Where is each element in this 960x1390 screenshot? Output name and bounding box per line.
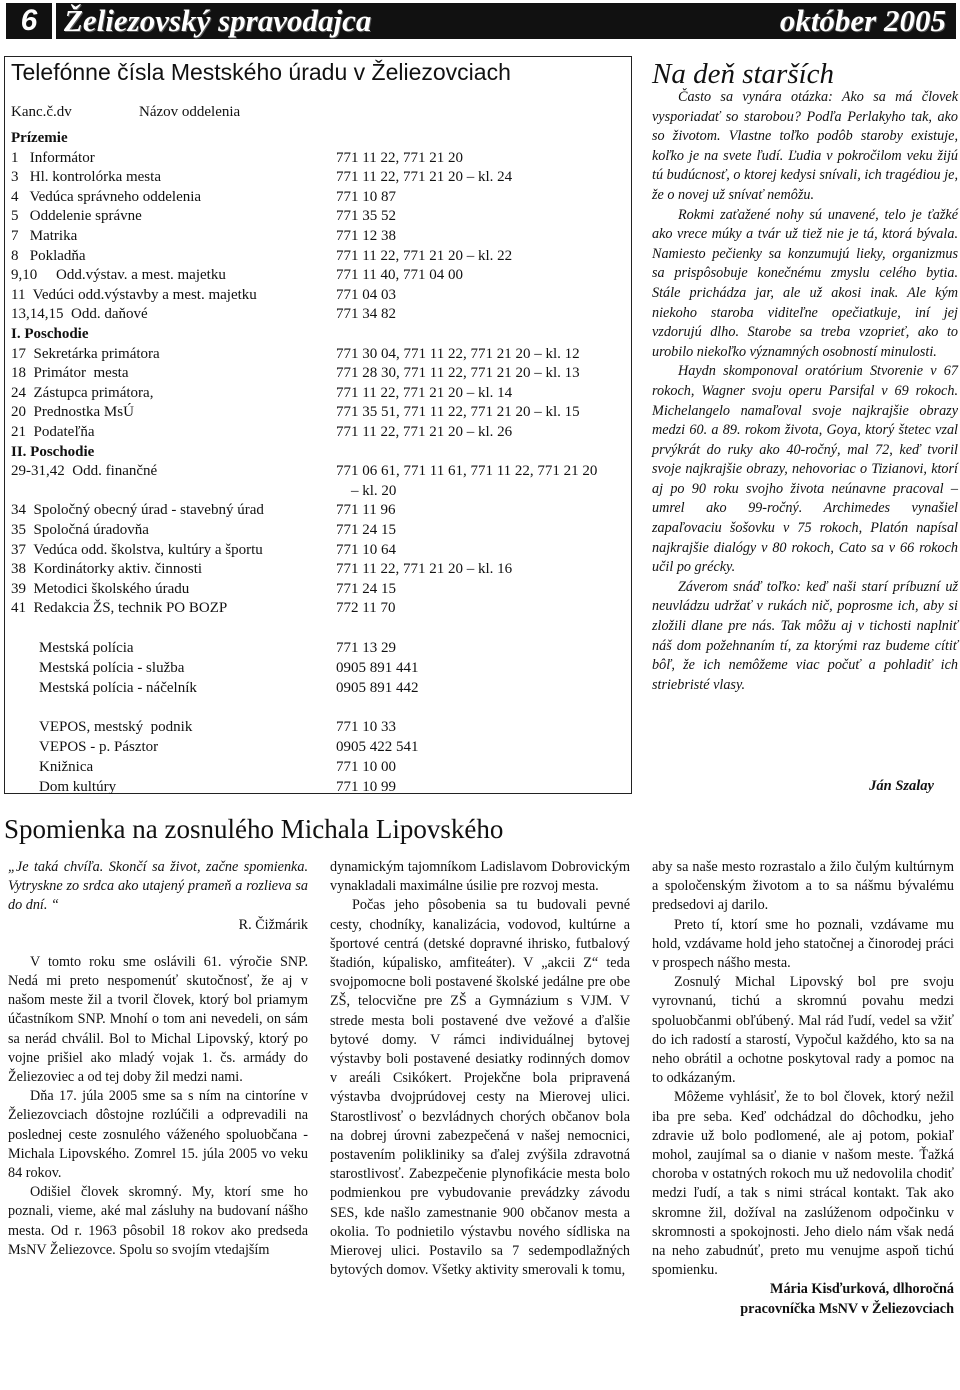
- newspaper-title: Želiezovský spravodajca: [64, 3, 372, 38]
- phone-row-number: 771 10 87: [336, 188, 396, 205]
- phone-directory-box: [4, 56, 632, 794]
- poem-author: R. Čižmárik: [238, 916, 308, 933]
- memorial-paragraph: Dňa 17. júla 2005 sme sa s ním na cintoríne v Želiezovciach dôstojne rozlúčili a odprevadili na poslednej ceste zosnulého váženého spoluobčana - Michala Lipovského. Zomrel 15. júla 2005 vo veku 84 rokov.: [8, 1088, 308, 1182]
- phone-row: [11, 265, 626, 285]
- phone-directory-title: Telefónne čísla Mestského úradu v Želiezovciach: [11, 59, 511, 85]
- phone-row-label: Mestská polícia: [39, 640, 134, 656]
- phone-row-number: 771 24 15: [336, 522, 396, 538]
- phone-row-number: 771 11 22, 771 21 20 – kl. 24: [336, 169, 513, 186]
- sidebar-author: Ján Szalay: [869, 778, 934, 794]
- phone-row-label: 11 Vedúci odd.výstavby a mest. majetku: [11, 286, 257, 303]
- phone-row: [11, 559, 626, 579]
- phone-row: [11, 304, 626, 324]
- sidebar-paragraph: Rokmi zaťažené nohy sú unavené, telo je ťažké ako vrece múky a tvár už tiež nie je tá, ktorá bývala. Namiesto pečienky sa konzumujú lieky, organizmus sa prispôsobuje konečnému zmyslu celého bytia. Stále prichádza jar, ale už akosi inak. Ale kým niekoho staroba viditeľne opečiatkuje, iní jej vzdorujú dlho. Starobe sa treba vzoprieť, ako to urobilo niekoľko významných osobností minulosti.: [652, 206, 958, 360]
- phone-row-label: Knižnica: [39, 759, 94, 775]
- memorial-poem: „Je taká chvíľa. Skončí sa život, začne spomienka. Vytryskne zo srdca ako utajený prameň a rozlieva sa do dní. “: [8, 859, 308, 914]
- page-number: 6: [6, 3, 52, 39]
- phone-row-number: 771 28 30, 771 11 22, 771 21 20 – kl. 13: [336, 365, 580, 382]
- phone-section-heading: [11, 324, 626, 344]
- phone-row-label: 18 Primátor mesta: [11, 365, 129, 382]
- masthead-bar: [56, 3, 956, 39]
- memorial-paragraph: Odišiel človek skromný. My, ktorí sme ho poznali, vieme, aké mal zásluhy na budovaní nášho mesta. Od r. 1963 pôsobil 18 rokov ako predseda MsNV Želiezovce. Spolu so svojím vtedajším: [8, 1184, 308, 1258]
- phone-row: [11, 520, 626, 540]
- phone-row-label: 21 Podateľňa: [11, 424, 95, 440]
- phone-row: [11, 344, 626, 364]
- header-office-number: Kanc.č.dv: [11, 104, 72, 120]
- phone-row-label: 1 Informátor: [11, 149, 95, 166]
- memorial-paragraph: aby sa naše mesto rozrastalo a žilo čulým kultúrnym a spoločenským životom a to sa nášmu bývalému predsedovi aj darilo.: [652, 859, 954, 914]
- phone-row: [11, 206, 626, 226]
- phone-row: [11, 540, 626, 560]
- phone-row-label: 20 Prednostka MsÚ: [11, 404, 134, 421]
- phone-row: [11, 658, 626, 678]
- phone-row-number: 771 11 22, 771 21 20 – kl. 16: [336, 561, 513, 578]
- phone-row-number: – kl. 20: [336, 482, 397, 499]
- phone-row: [11, 461, 626, 481]
- sidebar-title: Na deň starších: [652, 58, 835, 90]
- phone-row-label: 41 Redakcia ŽS, technik PO BOZP: [11, 600, 228, 617]
- phone-row-number: 771 35 51, 771 11 22, 771 21 20 – kl. 15: [336, 404, 580, 421]
- phone-row: [11, 500, 626, 520]
- masthead: [0, 0, 960, 42]
- phone-row-label: Mestská polícia - služba: [39, 660, 185, 676]
- phone-section-heading: [11, 442, 626, 462]
- phone-row: [11, 717, 626, 737]
- phone-row: [11, 402, 626, 422]
- phone-row-label: 38 Kordinátorky aktiv. činnosti: [11, 561, 203, 578]
- sidebar-paragraph: Haydn skomponoval oratórium Stvorenie v 67 rokoch, Wagner svoju operu Parsifal v 69 rokoch. Michelangelo namaľoval svoje najkrajšie obrazy medzi 60. a 89. rokom života, Goya, ktorý štetec vzal prvýkrát do ruky ako 40-ročný, mal 72, keď tvoril svoje najkrajšie obrazy, nehovoriac o Tizianovi, ktorí aj po 90 roku svojho života neúnavne pracoval – umrel ako 99-ročný. Archimedes vynašiel zapaľovaciu šošovku v 75 rokoch, Platón napísal najkrajšie dialógy v 80 rokoch, Cato sa v 66 rokoch učil po grécky.: [652, 363, 958, 576]
- phone-row-label: 34 Spoločný obecný úrad - stavebný úrad: [11, 502, 264, 519]
- phone-row-number: 771 04 03: [336, 286, 396, 303]
- phone-row-number: 771 10 99: [336, 779, 396, 795]
- memorial-paragraph: Počas jeho pôsobenia sa tu budovali pevné cesty, chodníky, kanalizácia, vodovod, kultúrne a športové centrá (detské dopravné ihrisko, futbalový štadión, kúpalisko, amfiteáter). V „akcii Z“ teda svojpomocne boli postavené školské jedálne pre obe ZŠ, telocvične pre ZŠ a Gymnázium s VJM. V strede mesta boli postavené dve vežové a ďalšie bytové domy. V rámci individuálnej bytovej výstavby boli postavené desiatky rodinných domov v areáli Csikókert. Projekčne bola pripravená výstavba dvojprúdovej cesty na Mierovej ulici. Starostlivosť o bezvládnych chorých občanov bola na dobrej úrovni zabezpečená v našej nemocnici, postavením polikliniky sa ďalej zvýšila zdravotná starostlivosť. Zabezpečenie plynofikácie mesta bolo podmienkou pre vybudovanie prevádzky závodu SES, kde našlo zamestnanie 900 občanov mesta a okolia. To podnietilo výstavbu nového sídliska na Mierovej ulici. Postavilo sa 7 sedempodlažných bytových domov. Všetky aktivity smerovali k tomu,: [330, 897, 630, 1279]
- phone-row: [11, 777, 626, 797]
- phone-row-number: 0905 422 541: [336, 739, 419, 755]
- phone-row: [11, 148, 626, 168]
- phone-row: [11, 598, 626, 618]
- phone-row-number: 771 10 33: [336, 719, 396, 735]
- phone-row-label: 5 Oddelenie správne: [11, 208, 142, 225]
- phone-row-label: I. Poschodie: [11, 326, 89, 342]
- phone-row-label: 37 Vedúca odd. školstva, kultúry a športu: [11, 541, 263, 558]
- memorial-paragraph: Môžeme vyhlásiť, že to bol človek, ktorý nežil iba pre seba. Keď odchádzal do dôchodku, jeho zdravie už bolo podlomené, ale aj potom, pokiaľ mohol, zaujímal sa o dianie v našom meste. Ťažká choroba v ostatných rokoch mu už nedovolila chodiť medzi ľudí, a tak s nimi strácal kontakt. Tak ako skromne žil, dožíval na zaslúženom odpočinku v skromnosti a spokojnosti. Jeho dielo nám však nedá na neho zabudnúť, preto mu venujme aspoň tichú spomienku.: [652, 1089, 954, 1279]
- phone-directory-header: [11, 104, 241, 121]
- phone-row-label: 17 Sekretárka primátora: [11, 345, 160, 362]
- phone-row-number: 771 24 15: [336, 580, 396, 597]
- header-department-name: Názov oddelenia: [139, 104, 241, 120]
- phone-row-number: 771 30 04, 771 11 22, 771 21 20 – kl. 12: [336, 345, 580, 362]
- phone-row-number: 771 11 96: [336, 502, 396, 519]
- phone-row-number: 772 11 70: [336, 600, 396, 617]
- phone-row-label: VEPOS, mestský podnik: [39, 719, 193, 735]
- phone-row-number: 771 34 82: [336, 306, 396, 323]
- phone-row-number: 771 12 38: [336, 228, 396, 244]
- phone-row-label: 24 Zástupca primátora,: [11, 384, 154, 401]
- phone-row: [11, 481, 626, 501]
- memorial-signature-role: pracovníčka MsNV v Želiezovciach: [740, 1300, 954, 1317]
- phone-row-label: 9,10 Odd.výstav. a mest. majetku: [11, 267, 226, 284]
- memorial-paragraph: Zosnulý Michal Lipovský bol pre svoju vyrovnanú, tichú a skromnú povahu medzi spoluobčanmi obľúbený. Mal rád ľudí, vedel sa vžiť do ich radostí a starostí, Vypočul každého, kto sa na neho obrátil a ochotne poskytoval rady a pomoc na to odkázaným.: [652, 974, 954, 1087]
- memorial-column-3: [652, 858, 954, 1319]
- sidebar-paragraph: Záverom snáď toľko: keď naši starí príbuzní už neuvládzu udržať v rukách nič, poprosme ich, aby si zložili dlane pre nás. Tak môžu aj v tichosti naplniť náš dom požehnaním tí, za ktorými raz budeme cítiť bôľ, že ich nemôžeme viac počuť a pohladiť ich striebristé vlasy.: [652, 578, 958, 693]
- phone-row-number: 771 11 22, 771 21 20 – kl. 26: [336, 424, 513, 440]
- phone-row-label: 3 Hl. kontrolórka mesta: [11, 169, 161, 186]
- phone-row-number: 771 10 64: [336, 541, 396, 558]
- phone-row-label: Dom kultúry: [39, 779, 117, 795]
- phone-row-label: Mestská polícia - náčelník: [39, 680, 197, 696]
- memorial-column-1: [8, 858, 308, 1260]
- phone-row: [11, 422, 626, 442]
- phone-row-number: 0905 891 442: [336, 680, 419, 696]
- phone-row-label: 7 Matrika: [11, 228, 78, 244]
- memorial-signature-name: Mária Kisďurková, dlhoročná: [770, 1281, 954, 1298]
- phone-row-number: 0905 891 441: [336, 660, 419, 676]
- phone-row-number: 771 11 22, 771 21 20 – kl. 22: [336, 247, 513, 264]
- phone-row-number: 771 13 29: [336, 640, 396, 656]
- phone-row-label: 8 Pokladňa: [11, 247, 86, 264]
- phone-row: [11, 737, 626, 757]
- issue-date: október 2005: [779, 3, 946, 38]
- phone-row: [11, 226, 626, 246]
- phone-row-label: 29-31,42 Odd. finančné: [11, 463, 158, 480]
- phone-row-label: 39 Metodici školského úradu: [11, 580, 190, 597]
- phone-row-label: 4 Vedúca správneho oddelenia: [11, 188, 202, 205]
- sidebar-article: [652, 88, 958, 695]
- memorial-paragraph: V tomto roku sme oslávili 61. výročie SNP. Nedá mi preto nespomenúť skutočnosť, že aj v našom meste žil a tvoril človek, ktorý bol priamym účastníkom SNP. Mnohí o tom ani nevedeli, on sám sa nerád chválil. Bol to Michal Lipovský, ktorý po vojne prišiel ako mladý vojak 1. čs. armády do Želiezoviec a od tej doby žil medzi nami.: [8, 953, 308, 1086]
- phone-row: [11, 167, 626, 187]
- phone-row: [11, 363, 626, 383]
- memorial-title: Spomienka na zosnulého Michala Lipovského: [4, 814, 504, 844]
- memorial-paragraph: dynamickým tajomníkom Ladislavom Dobrovickým vynakladali maximálne úsilie pre rozvoj mesta.: [330, 859, 630, 895]
- phone-row-label: 13,14,15 Odd. daňové: [11, 306, 148, 323]
- memorial-column-2: [330, 858, 630, 1280]
- phone-row: [11, 638, 626, 658]
- phone-section-heading: [11, 128, 626, 148]
- phone-row-number: 771 10 00: [336, 759, 396, 775]
- phone-row-number: 771 11 40, 771 04 00: [336, 267, 463, 284]
- phone-row-number: 771 11 22, 771 21 20 – kl. 14: [336, 384, 513, 401]
- phone-row: [11, 579, 626, 599]
- phone-row-number: 771 35 52: [336, 208, 396, 225]
- phone-row-number: 771 11 22, 771 21 20: [336, 149, 463, 166]
- phone-row: [11, 757, 626, 777]
- phone-row: [11, 187, 626, 207]
- phone-row: [11, 678, 626, 698]
- phone-row-number: 771 06 61, 771 11 61, 771 11 22, 771 21 20: [336, 463, 598, 480]
- phone-row: [11, 285, 626, 305]
- phone-row-label: VEPOS - p. Pásztor: [39, 739, 159, 755]
- phone-row-label: 35 Spoločná úradovňa: [11, 522, 149, 538]
- phone-row-label: II. Poschodie: [11, 443, 95, 460]
- sidebar-paragraph: Často sa vynára otázka: Ako sa má človek vysporiadať so starobou? Podľa Perlakyho tak, ako so životom. Vlastne toľko podôb staroby existuje, koľko je na svete ľudí. Ľudia v pokročilom veku žijú tú budúcnosť, o ktorej kedysi snívali, ich tragédiou je, že o novej už snívať nemôžu.: [652, 89, 958, 203]
- phone-row-label: Prízemie: [11, 130, 68, 146]
- phone-row: [11, 246, 626, 266]
- phone-row: [11, 383, 626, 403]
- memorial-paragraph: Preto tí, ktorí sme ho poznali, vzdávame mu hold, vzdávame hold jeho statočnej a činorodej práci v prospech nášho mesta.: [652, 916, 954, 972]
